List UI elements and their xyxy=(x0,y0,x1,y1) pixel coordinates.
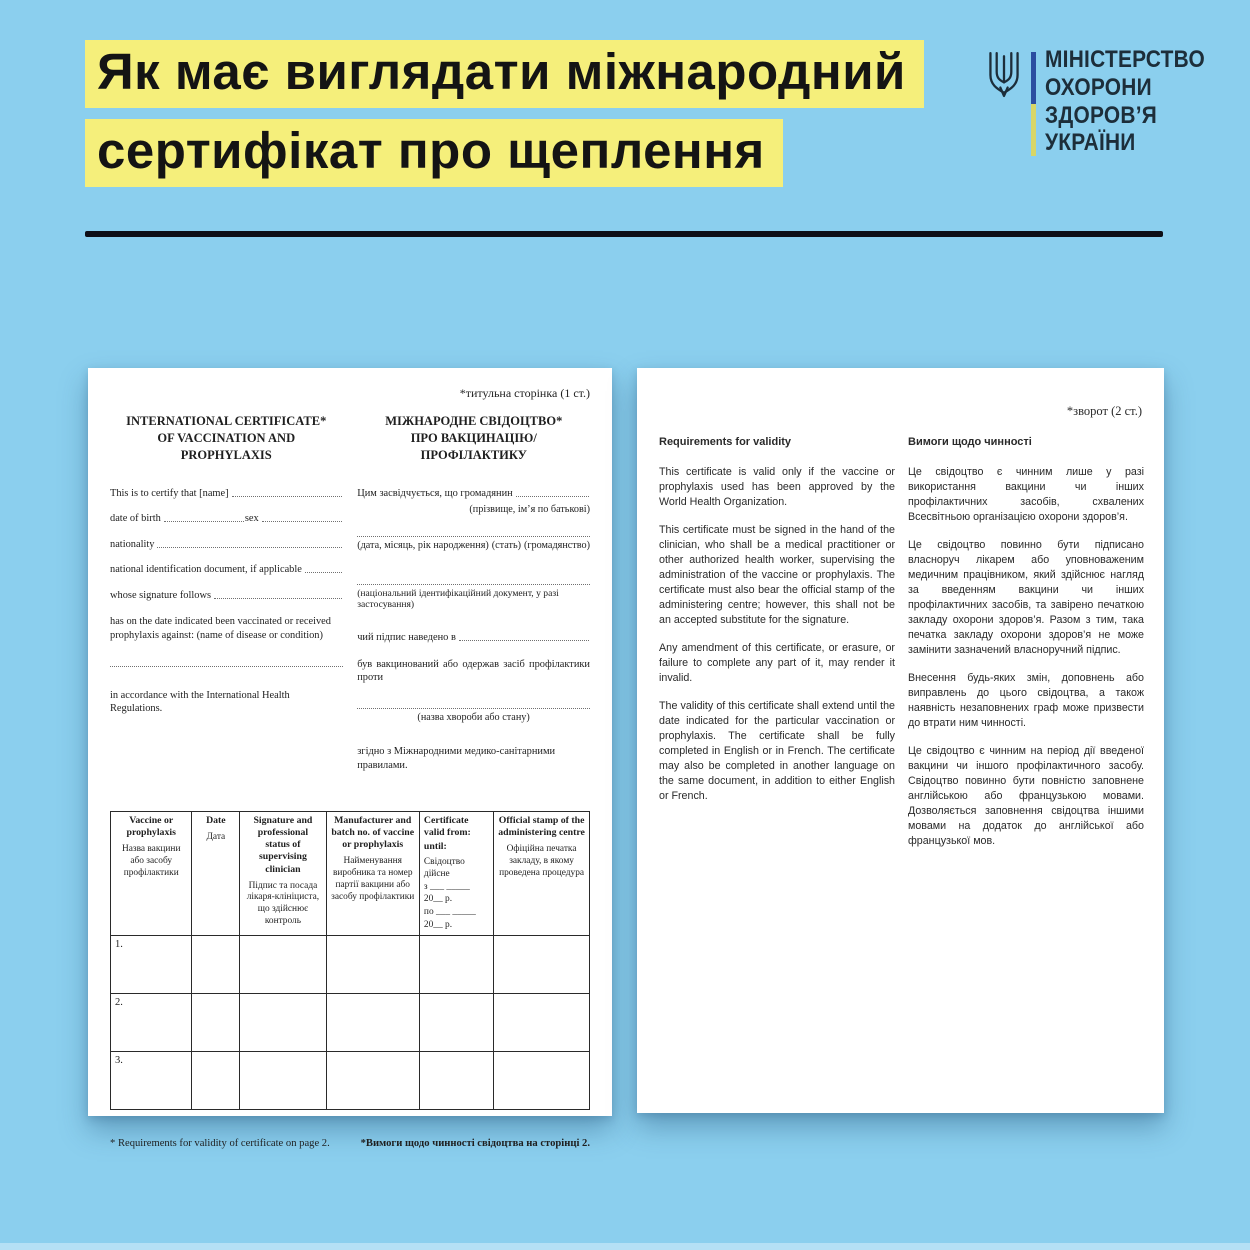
ihr-text-ua: згідно з Міжнародними медико-санітарними правилами. xyxy=(357,746,556,771)
footnote-en: * Requirements for validity of certificate on page 2. xyxy=(110,1137,330,1149)
ministry-name-line: МІНІСТЕРСТВО xyxy=(1045,46,1205,73)
dotted-fill-line xyxy=(262,521,342,522)
dob-sex-citizenship-hints xyxy=(357,540,590,551)
signature-line-en: whose signature follows xyxy=(110,590,343,601)
nationality-line-en: nationality xyxy=(110,539,343,550)
col-manufacturer: Manufacturer and batch no. of vaccine or prophylaxis Найменування виробника та номер партії вакцини або засобу профілактики xyxy=(326,811,419,935)
national-id-line-en: national identification document, if applicable xyxy=(110,564,343,575)
dotted-fill-line xyxy=(357,525,590,537)
ministry-name xyxy=(1045,46,1205,157)
dotted-fill-line xyxy=(232,496,342,497)
dotted-fill-line xyxy=(516,496,589,497)
requirements-heading-en: Requirements for validity xyxy=(659,436,792,448)
row-number-cell: 3. xyxy=(111,1051,192,1109)
heading-en-line2: OF VACCINATION AND PROPHYLAXIS xyxy=(157,430,296,462)
row-number-cell: 1. xyxy=(111,935,192,993)
page1-footnotes xyxy=(110,1138,590,1149)
empty-cell xyxy=(419,935,493,993)
page1-headings xyxy=(112,413,588,464)
empty-cell xyxy=(419,1051,493,1109)
empty-cell xyxy=(419,993,493,1051)
empty-cell xyxy=(192,1051,240,1109)
page1-form xyxy=(110,488,590,785)
empty-cell xyxy=(240,935,326,993)
form-column-ua xyxy=(357,488,590,785)
requirements-paragraph-ua: Це свідоцтво є чинним на період дії введеної вакцини чи іншого профілактичного засобу. Свідоцтво повинно бути повністю заповнене англійською або французькою мовами. Дозволяється заповнення свідоцтва іншими мовами на додаток до англійської або французької мов. xyxy=(908,745,1144,848)
empty-cell xyxy=(240,1051,326,1109)
requirements-paragraph-en: This certificate is valid only if the vaccine or prophylaxis used has been approved by the World Health Organization. xyxy=(659,466,895,509)
ministry-name-line: ЗДОРОВ’Я xyxy=(1045,101,1158,129)
ihr-text-en: in accordance with the International Health Regulations. xyxy=(110,689,290,715)
name-hint-ua: (прізвище, ім’я по батькові) xyxy=(469,504,590,516)
heading-en xyxy=(112,413,340,464)
vaccinated-text-en: has on the date indicated been vaccinated or received prophylaxis against: (name of disease or condition) xyxy=(110,616,331,641)
dotted-fill-line xyxy=(357,697,590,709)
requirements-paragraph-en: This certificate must be signed in the hand of the clinician, who shall be a medical practitioner or other authorized health worker, supervising the administration of the vaccine or prophylaxis. The certificate must also bear the official stamp of the administering centre; however, this shall not be an accepted substitute for the signature. xyxy=(659,524,895,627)
heading-ua xyxy=(360,413,588,464)
heading-ua-line1: МІЖНАРОДНЕ СВІДОЦТВО* xyxy=(385,414,563,428)
form-column-en xyxy=(110,488,343,785)
divider-line xyxy=(85,231,1163,237)
heading-ua-line2: ПРО ВАКЦИНАЦІЮ/ПРОФІЛАКТИКУ xyxy=(410,430,537,462)
signature-line-ua: чий підпис наведено в xyxy=(357,632,590,643)
certify-line-en: This is to certify that [name] xyxy=(110,488,343,499)
heading-en-line1: INTERNATIONAL CERTIFICATE* xyxy=(126,414,327,428)
col-date: Date Дата xyxy=(192,811,240,935)
footnote-ua: *Вимоги щодо чинності свідоцтва на сторінці 2. xyxy=(360,1137,590,1149)
requirements-paragraph-en: Any amendment of this certificate, or erasure, or failure to complete any part of it, may render it invalid. xyxy=(659,642,895,685)
dotted-fill-line xyxy=(357,573,590,585)
page2-columns xyxy=(659,435,1144,862)
requirements-heading-ua: Вимоги щодо чинності xyxy=(908,436,1032,448)
trident-icon xyxy=(986,50,1022,98)
requirements-column-ua xyxy=(908,435,1144,862)
disease-hint-ua: (назва хвороби або стану) xyxy=(417,712,530,724)
requirements-paragraph-en: The validity of this certificate shall extend until the date indicated for the particular vaccination or prophylaxis. The certificate shall be fully completed in English or in French. The certificate may also be completed in another language on the same document, in addition to either English or French. xyxy=(659,700,895,803)
poster-title-line-2: сертифікат про щеплення xyxy=(85,119,783,187)
empty-cell xyxy=(326,1051,419,1109)
national-id-hint-ua: (національний ідентифікаційний документ, у разі застосування) xyxy=(357,588,559,611)
background-edge xyxy=(0,1243,1250,1250)
sex-hint-ua: (стать) xyxy=(491,540,522,552)
poster-title xyxy=(85,40,924,198)
row-number-cell: 2. xyxy=(111,993,192,1051)
page1-corner-note: *титульна сторінка (1 ст.) xyxy=(459,386,590,400)
table-header-row xyxy=(111,811,590,935)
col-signature: Signature and professional status of supervising clinician Підпис та посада лікаря-клініциста, що здійснює контроль xyxy=(240,811,326,935)
empty-cell xyxy=(326,935,419,993)
dotted-fill-line xyxy=(459,640,589,641)
ministry-name-line: УКРАЇНИ xyxy=(1045,129,1136,157)
vaccinated-text-ua: був вакцинований або одержав засіб профілактики проти xyxy=(357,658,590,684)
empty-cell xyxy=(192,935,240,993)
dob-hint-ua: (дата, місяць, рік народження) xyxy=(357,540,489,552)
empty-cell xyxy=(192,993,240,1051)
requirements-paragraph-ua: Внесення будь-яких змін, доповнень або виправлень до цього свідоцтва, а також наявність незаповнених граф може призвести до втрати ним чинності. xyxy=(908,672,1144,730)
ministry-logo xyxy=(986,46,1229,157)
vaccination-table xyxy=(110,811,590,1110)
dotted-fill-line xyxy=(110,655,343,667)
table-row xyxy=(111,993,590,1051)
table-row xyxy=(111,935,590,993)
empty-cell xyxy=(326,993,419,1051)
requirements-paragraph-ua: Це свідоцтво є чинним лише у разі використання вакцини чи інших профілактичних засобів, схвалених Всесвітньою організацією охорони здоров’я. xyxy=(908,466,1144,524)
certify-line-ua: Цим засвідчується, що громадянин xyxy=(357,488,590,499)
empty-cell xyxy=(240,993,326,1051)
certificate-back-page xyxy=(637,368,1164,1113)
requirements-paragraph-ua: Це свідоцтво повинно бути підписано власноруч лікарем або уповноваженим медичним працівником, який здійснює нагляд за введенням вакцини чи інших профілактичних засобів, та завірено печаткою закладу охорони здоров’я. Разом з тим, така печатка закладу охорони здоров’я не може замінити зазначений власноручний підпис. xyxy=(908,539,1144,657)
dotted-fill-line xyxy=(164,521,244,522)
empty-cell xyxy=(494,935,590,993)
dotted-fill-line xyxy=(157,547,341,548)
col-validity: Certificate valid from: until: Свідоцтво дійсне з ___ _____ 20__ р. по ___ _____ 20__ р. xyxy=(419,811,493,935)
citizenship-hint-ua: (громадянство) xyxy=(523,540,590,552)
requirements-column-en xyxy=(659,435,895,862)
logo-flag-bar xyxy=(1031,52,1036,156)
page2-corner-note: *зворот (2 ст.) xyxy=(1066,404,1142,418)
col-vaccine: Vaccine or prophylaxis Назва вакцини або засобу профілактики xyxy=(111,811,192,935)
ministry-name-line: ОХОРОНИ xyxy=(1045,73,1152,101)
table-row xyxy=(111,1051,590,1109)
empty-cell xyxy=(494,1051,590,1109)
col-stamp: Official stamp of the administering centre Офіційна печатка закладу, в якому проведена процедура xyxy=(494,811,590,935)
certificate-front-page xyxy=(88,368,612,1149)
dotted-fill-line xyxy=(305,572,342,573)
dotted-fill-line xyxy=(214,598,342,599)
poster-title-line-1: Як має виглядати міжнародний xyxy=(85,40,924,108)
empty-cell xyxy=(494,993,590,1051)
dob-sex-line-en: date of birth sex xyxy=(110,513,343,524)
